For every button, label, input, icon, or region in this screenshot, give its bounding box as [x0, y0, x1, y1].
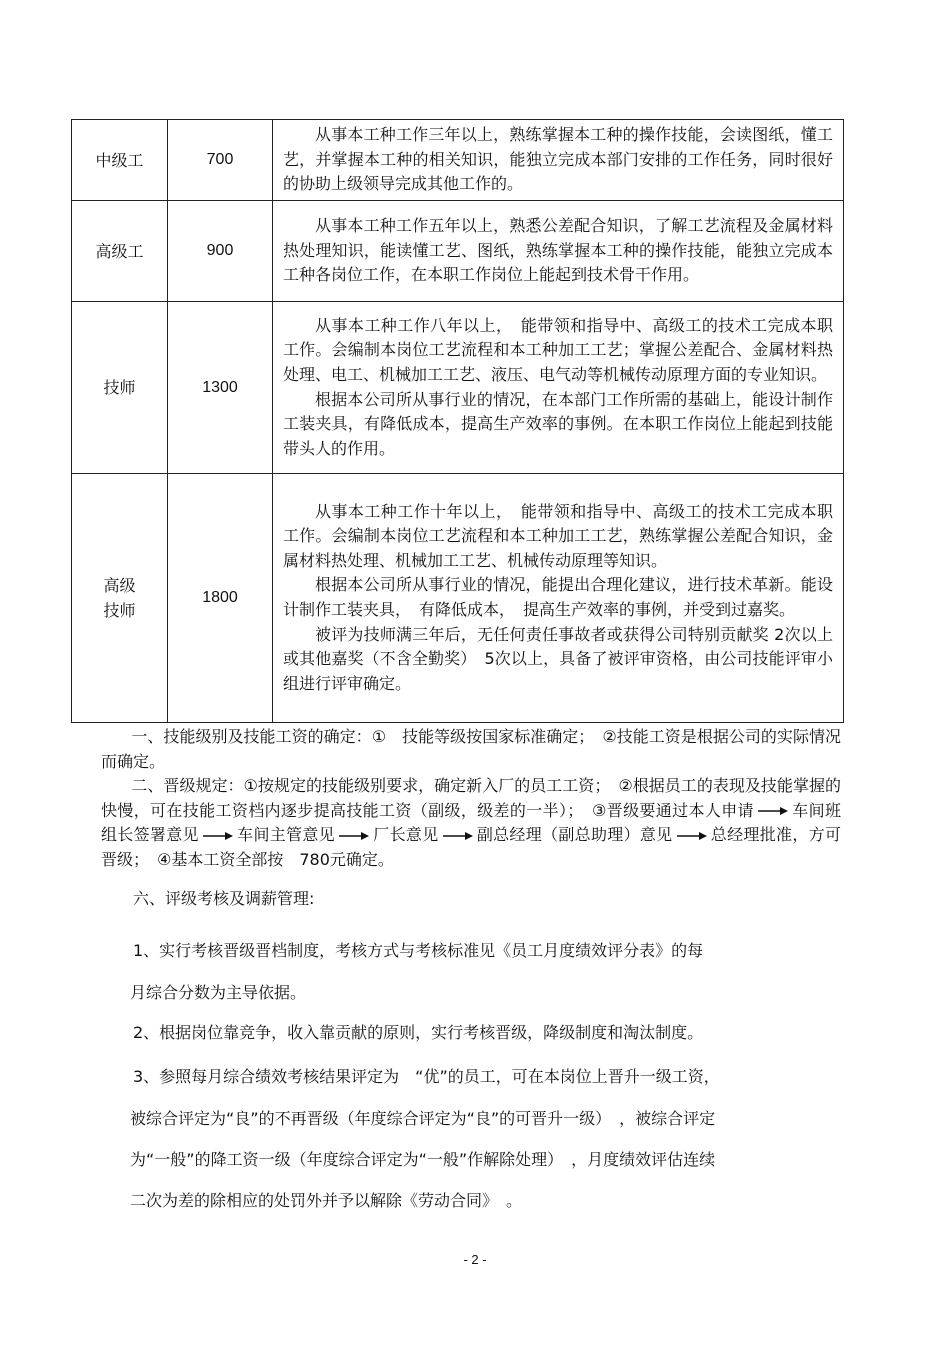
item-1-line-2: 月综合分数为主导依据。	[130, 983, 307, 1002]
table-row	[72, 201, 844, 302]
arrow-right-icon	[339, 831, 369, 841]
arrow-right-icon	[203, 831, 233, 841]
level-cell	[72, 474, 168, 723]
arrow-right-icon	[758, 806, 788, 816]
note-two	[101, 774, 841, 872]
promotion-step: 车间班组长签署意见	[101, 800, 841, 844]
table-row	[72, 120, 844, 201]
item-3-line-3: 为“一般”的降工资一级（年度综合评定为“一般”作解除处理） ，月度绩效评估连续	[130, 1150, 716, 1169]
section-item-3-cont-1	[130, 1106, 844, 1129]
description-paragraph: 被评为技师满三年后，无任何责任事故者或获得公司特别贡献奖 2次以上或其他嘉奖（不含全勤奖） 5次以上，具备了被评审资格，由公司技能评审小组进行评审确定。	[283, 624, 833, 693]
section-item-3-cont-3	[130, 1188, 844, 1211]
pay-cell: 1800	[168, 474, 273, 723]
item-1-line-1: 1、实行考核晋级晋档制度，考核方式与考核标准见《员工月度绩效评分表》的每	[133, 941, 704, 960]
description-cell	[273, 474, 844, 723]
promotion-step: 副总经理（副总助理）意见	[476, 825, 673, 844]
table-row	[72, 302, 844, 474]
description-cell	[273, 201, 844, 302]
level-cell: 技师	[72, 302, 168, 474]
note-two-basic-pay: ④基本工资全部按 780元确定。	[157, 849, 394, 869]
arrow-right-icon	[677, 831, 707, 841]
page-number: - 2 -	[463, 1252, 487, 1267]
section-item-3	[101, 1064, 843, 1087]
section-heading	[101, 886, 843, 909]
section-item-1	[101, 938, 843, 961]
description-paragraph: 从事本工种工作八年以上， 能带领和指导中、高级工的技术工完成本职工作。会编制本岗位工艺流程和本工种加工工艺；掌握公差配合、金属材料热处理、电工、机械加工工艺、液压、电气动等机械传动原理方面的专业知识。	[283, 315, 833, 384]
item-3-line-1: 3、参照每月综合绩效考核结果评定为 “优”的员工，可在本岗位上晋升一级工资，	[133, 1067, 720, 1086]
pay-cell: 1300	[168, 302, 273, 474]
note-one: 一、技能级别及技能工资的确定：① 技能等级按国家标准确定； ②技能工资是根据公司的实际情况而确定。	[101, 727, 841, 771]
table-row	[72, 474, 844, 723]
description-cell	[273, 120, 844, 201]
pay-cell: 900	[168, 201, 273, 302]
item-2-line: 2、根据岗位靠竞争，收入靠贡献的原则，实行考核晋级，降级制度和淘汰制度。	[133, 1023, 704, 1042]
note-two-text: 二、晋级规定：①按规定的技能级别要求，确定新入厂的员工工资； ②根据员工的表现及技能掌握的快慢，可在技能工资档内逐步提高技能工资（副级，级差的一半）； ③晋级要通过本人申请	[101, 776, 841, 820]
promotion-step: 厂长意见	[372, 825, 439, 844]
section-title: 六、评级考核及调薪管理:	[133, 889, 315, 908]
section-item-2	[101, 1020, 843, 1043]
notes-block	[101, 725, 841, 872]
skill-level-table	[71, 119, 844, 723]
item-3-line-2: 被综合评定为“良”的不再晋级（年度综合评定为“良”的可晋升一级） ，被综合评定	[130, 1109, 716, 1128]
description-paragraph: 从事本工种工作十年以上， 能带领和指导中、高级工的技术工完成本职工作。会编制本岗位工艺流程和本工种加工工艺，熟练掌握公差配合知识，金属材料热处理、机械加工工艺、机械传动原理等知识。	[283, 501, 833, 570]
section-item-1-cont	[130, 980, 872, 1003]
description-paragraph: 从事本工种工作五年以上，熟悉公差配合知识，了解工艺流程及金属材料热处理知识，能读懂工艺、图纸，熟练掌握本工种的操作技能，能独立完成本工种各岗位工作，在本职工作岗位上能起到技术骨干作用。	[283, 216, 833, 285]
arrow-right-icon	[443, 831, 473, 841]
section-item-3-cont-2	[130, 1147, 844, 1170]
item-3-line-4: 二次为差的除相应的处罚外并予以解除《劳动合同》 。	[130, 1191, 523, 1210]
description-paragraph: 从事本工种工作三年以上，熟练掌握本工种的操作技能，会读图纸，懂工艺，并掌握本工种的相关知识，能独立完成本部门安排的工作任务，同时很好的协助上级领导完成其他工作的。	[283, 125, 833, 194]
level-label: 高级技师	[103, 576, 136, 620]
promotion-step: 总经理批准，方可晋级；	[101, 825, 841, 869]
description-paragraph: 根据本公司所从事行业的情况，能提出合理化建议，进行技术革新。能设计制作工装夹具， 有降低成本， 提高生产效率的事例，并受到过嘉奖。	[283, 575, 833, 619]
description-cell	[273, 302, 844, 474]
description-paragraph: 根据本公司所从事行业的情况，在本部门工作所需的基础上，能设计制作工装夹具，有降低成本，提高生产效率的事例。在本职工作岗位上能起到技能带头人的作用。	[283, 389, 833, 458]
level-cell: 高级工	[72, 201, 168, 302]
promotion-step: 车间主管意见	[236, 825, 335, 844]
level-cell: 中级工	[72, 120, 168, 201]
pay-cell: 700	[168, 120, 273, 201]
